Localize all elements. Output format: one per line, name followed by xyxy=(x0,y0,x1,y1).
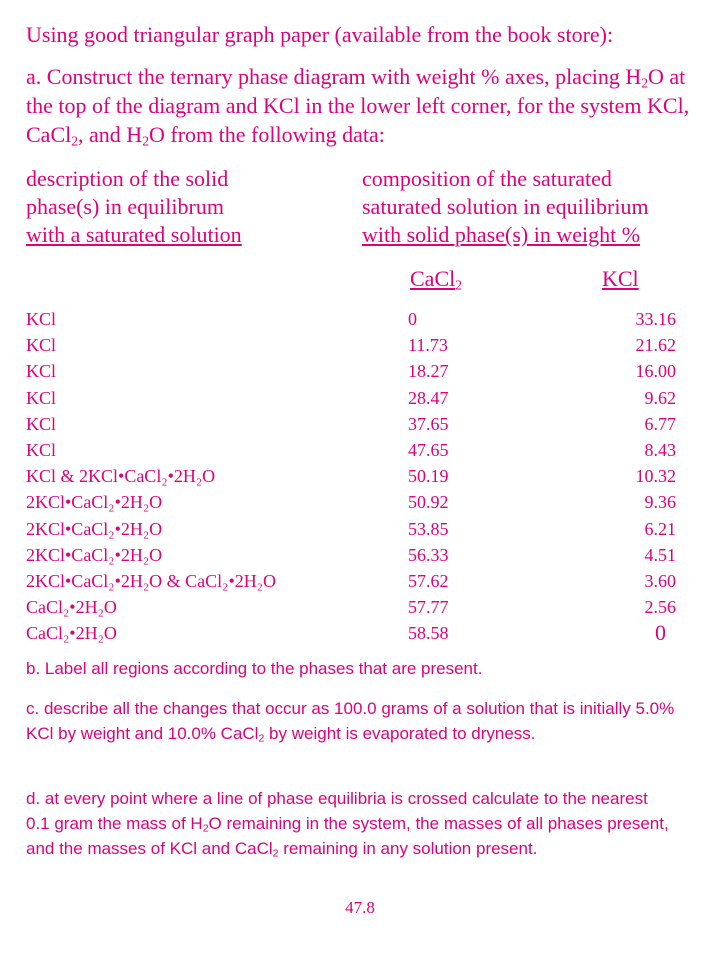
cacl2-cell: 53.85 xyxy=(408,518,449,539)
cacl2-cell: 57.62 xyxy=(408,570,449,591)
cacl2-cell: 50.92 xyxy=(408,492,449,513)
solid-phase-cell: 2KCl•CaCl₂•2H₂O xyxy=(26,544,163,565)
kcl-cell: 0 xyxy=(655,620,666,646)
column-header-cacl2: CaCl$_2$ xyxy=(410,266,463,293)
table-header-composition: composition of the saturated saturated solution in equilibrium with solid phase(s) in weight % xyxy=(362,166,649,247)
cacl2-cell: 11.73 xyxy=(408,335,448,356)
solid-phase-cell: KCl xyxy=(26,439,57,460)
column-header-kcl: KCl xyxy=(602,266,639,291)
table-row xyxy=(26,411,706,437)
kcl-cell: 6.21 xyxy=(644,518,676,539)
kcl-cell: 8.43 xyxy=(644,439,676,460)
cacl2-cell: 57.77 xyxy=(408,597,449,618)
solid-phase-cell: CaCl₂•2H₂O xyxy=(26,623,117,644)
solid-phase-cell: KCl xyxy=(26,309,57,329)
cacl2-cell: 18.27 xyxy=(408,361,449,382)
page-number: 47.8 xyxy=(345,898,375,917)
table-row xyxy=(26,568,706,594)
solid-phase-cell: 2KCl•CaCl₂•2H₂O & CaCl₂•2H₂O xyxy=(26,570,277,591)
table-row xyxy=(26,620,706,646)
kcl-cell: 6.77 xyxy=(644,413,676,434)
kcl-cell: 10.32 xyxy=(635,466,676,487)
table-row xyxy=(26,542,706,568)
solid-phase-cell: KCl xyxy=(26,387,57,408)
solid-phase-cell: 2KCl•CaCl₂•2H₂O xyxy=(26,492,163,513)
table-row xyxy=(26,463,706,489)
part-d-question: d. at every point where a line of phase equilibria is crossed calculate to the nearest 0.1 gram the mass of $H_2O$ remaining in the system, the masses of all phases present, and the masses of KCl and CaCl$_2$ remaining in any solution present. xyxy=(26,789,669,860)
part-a-instructions: a. Construct the ternary phase diagram with weight % axes, placing $H_2O$ at the top of the diagram and KCl in the lower left corner, for the system KCl, CaCl$_2$, and $H_2O$ from the following data: xyxy=(26,64,690,149)
solid-phase-cell: KCl xyxy=(26,335,57,356)
table-row xyxy=(26,332,706,358)
kcl-cell: 33.16 xyxy=(635,309,676,329)
kcl-cell: 2.56 xyxy=(644,597,676,618)
table-row xyxy=(26,358,706,384)
kcl-cell: 4.51 xyxy=(644,544,676,565)
solid-phase-cell: 2KCl•CaCl₂•2H₂O xyxy=(26,518,163,539)
table-row xyxy=(26,385,706,411)
part-b-question: b. Label all regions according to the phases that are present. xyxy=(26,659,483,678)
table-row xyxy=(26,489,706,515)
cacl2-cell: 37.65 xyxy=(408,413,449,434)
solid-phase-cell: KCl & 2KCl•CaCl₂•2H₂O xyxy=(26,466,216,487)
intro-text: Using good triangular graph paper (available from the book store): xyxy=(26,22,614,47)
table-header-solid-phase: description of the solid phase(s) in equilibrum with a saturated solution xyxy=(26,166,242,247)
kcl-cell: 3.60 xyxy=(644,570,676,591)
cacl2-cell: 58.58 xyxy=(408,623,449,644)
cacl2-cell: 0 xyxy=(408,309,417,329)
data-table xyxy=(26,306,706,646)
solid-phase-cell: KCl xyxy=(26,361,57,382)
kcl-cell: 9.36 xyxy=(644,492,676,513)
kcl-cell: 16.00 xyxy=(635,361,676,382)
cacl2-cell: 47.65 xyxy=(408,439,449,460)
table-row xyxy=(26,306,706,332)
table-row xyxy=(26,437,706,463)
table-row xyxy=(26,594,706,620)
cacl2-cell: 28.47 xyxy=(408,387,449,408)
table-row xyxy=(26,516,706,542)
solid-phase-cell: CaCl₂•2H₂O xyxy=(26,597,117,618)
cacl2-cell: 50.19 xyxy=(408,466,449,487)
cacl2-cell: 56.33 xyxy=(408,544,449,565)
kcl-cell: 21.62 xyxy=(635,335,676,356)
part-c-question: c. describe all the changes that occur as 100.0 grams of a solution that is initially 5.0% KCl by weight and 10.0% CaCl$_2$ by weight is evaporated to dryness. xyxy=(26,699,675,745)
solid-phase-cell: KCl xyxy=(26,413,57,434)
kcl-cell: 9.62 xyxy=(644,387,676,408)
